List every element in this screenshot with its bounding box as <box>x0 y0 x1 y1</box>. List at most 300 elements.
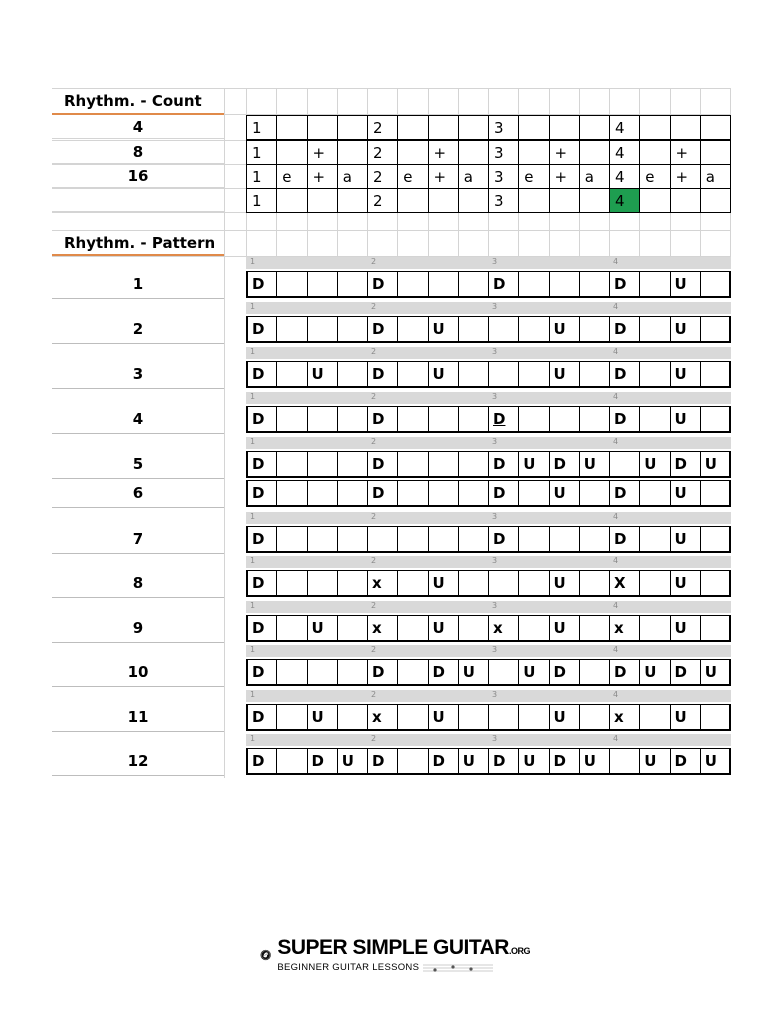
strum-cell: U <box>670 570 701 597</box>
strum-cell: U <box>518 451 549 478</box>
beat-marker: 4 <box>613 392 619 401</box>
beat-marker: 4 <box>613 347 619 356</box>
strum-cell <box>337 659 368 686</box>
strum-cell: U <box>670 271 701 298</box>
strum-cell: U <box>670 361 701 388</box>
strum-cell: D <box>428 659 459 686</box>
strum-cell: D <box>246 748 277 775</box>
strum-cell: D <box>246 659 277 686</box>
strum-cell <box>518 271 549 298</box>
beat-marker: 1 <box>250 347 256 356</box>
strum-cell <box>579 271 610 298</box>
strum-cell <box>337 451 368 478</box>
strum-cell: D <box>549 659 580 686</box>
pattern-row-label: 8 <box>52 568 224 598</box>
strum-cell <box>397 271 428 298</box>
strum-cell: U <box>428 704 459 731</box>
strum-cell <box>276 526 307 553</box>
count-cell <box>700 188 731 213</box>
strum-cell <box>549 406 580 433</box>
beat-marker-band <box>246 437 731 449</box>
strum-cell <box>307 406 338 433</box>
pattern-row-label: 4 <box>52 404 224 434</box>
count-cell <box>518 188 549 213</box>
strum-cell <box>276 615 307 642</box>
count-cell: + <box>307 140 338 165</box>
strum-cell <box>337 271 368 298</box>
pattern-row-label: 9 <box>52 613 224 643</box>
logo <box>260 932 530 978</box>
beat-marker: 4 <box>613 601 619 610</box>
strum-cell: D <box>367 748 398 775</box>
strum-cell <box>307 451 338 478</box>
strum-cell: U <box>307 704 338 731</box>
beat-marker-band <box>246 645 731 657</box>
strum-cell <box>639 526 670 553</box>
strum-cell <box>276 361 307 388</box>
beat-marker: 3 <box>492 257 498 266</box>
strum-cell <box>579 361 610 388</box>
sheet-gridline <box>224 88 225 778</box>
strum-cell: U <box>307 615 338 642</box>
count-cell: + <box>670 140 701 165</box>
strum-cell: U <box>670 615 701 642</box>
strum-cell <box>458 316 489 343</box>
strum-cell: D <box>367 451 398 478</box>
count-cell: a <box>337 164 368 189</box>
strum-cell <box>307 526 338 553</box>
strum-cell <box>337 570 368 597</box>
strum-cell <box>458 526 489 553</box>
strum-cell <box>579 480 610 507</box>
strum-cell <box>700 361 731 388</box>
beat-marker-band <box>246 257 731 269</box>
strum-cell <box>428 526 459 553</box>
strum-cell <box>488 659 519 686</box>
strum-cell <box>397 406 428 433</box>
count-row-label: 16 <box>52 164 224 188</box>
count-cell: + <box>428 140 459 165</box>
count-cell <box>307 115 338 140</box>
strum-cell: D <box>609 316 640 343</box>
strum-cell <box>549 271 580 298</box>
strum-cell: D <box>670 659 701 686</box>
beat-marker: 1 <box>250 690 256 699</box>
count-cell <box>307 188 338 213</box>
strum-cell <box>579 316 610 343</box>
strum-cell: U <box>458 659 489 686</box>
strum-cell <box>518 316 549 343</box>
strum-cell <box>639 570 670 597</box>
strum-cell: U <box>428 361 459 388</box>
count-cell: 2 <box>367 115 398 140</box>
strum-cell <box>458 451 489 478</box>
strum-cell: D <box>609 526 640 553</box>
beat-marker-band <box>246 601 731 613</box>
count-cell <box>549 115 580 140</box>
pattern-row-label: 5 <box>52 449 224 479</box>
beat-marker: 4 <box>613 512 619 521</box>
strum-cell <box>518 615 549 642</box>
beat-marker: 3 <box>492 645 498 654</box>
count-cell: 2 <box>367 188 398 213</box>
beat-marker-band <box>246 512 731 524</box>
count-cell <box>579 188 610 213</box>
count-cell <box>458 115 489 140</box>
strum-cell <box>276 451 307 478</box>
beat-marker: 2 <box>371 556 377 565</box>
strum-cell <box>337 704 368 731</box>
strum-cell <box>337 406 368 433</box>
strum-cell <box>397 615 428 642</box>
count-row-label <box>52 188 224 212</box>
strum-cell: D <box>246 271 277 298</box>
strum-cell <box>458 361 489 388</box>
strum-cell <box>700 570 731 597</box>
guitar-hand-logo-icon <box>260 933 271 977</box>
beat-marker: 4 <box>613 302 619 311</box>
strum-cell: U <box>670 316 701 343</box>
strum-cell: U <box>549 361 580 388</box>
strum-cell <box>579 406 610 433</box>
strum-cell <box>367 526 398 553</box>
strum-cell: U <box>428 316 459 343</box>
strum-cell <box>609 748 640 775</box>
strum-cell <box>397 361 428 388</box>
strum-cell <box>458 406 489 433</box>
strum-cell <box>276 316 307 343</box>
strum-cell: U <box>700 451 731 478</box>
beat-marker: 1 <box>250 257 256 266</box>
strum-cell: U <box>549 615 580 642</box>
strum-cell: D <box>670 451 701 478</box>
beat-marker: 1 <box>250 734 256 743</box>
strum-cell <box>700 615 731 642</box>
strum-cell <box>276 748 307 775</box>
strum-cell <box>700 704 731 731</box>
count-cell <box>700 115 731 140</box>
pattern-row-label: 2 <box>52 314 224 344</box>
strum-cell <box>700 526 731 553</box>
count-cell <box>549 188 580 213</box>
strum-cell: D <box>549 451 580 478</box>
strum-cell <box>549 526 580 553</box>
strum-cell <box>428 406 459 433</box>
strum-cell <box>307 480 338 507</box>
beat-marker: 2 <box>371 512 377 521</box>
beat-marker: 3 <box>492 302 498 311</box>
strum-cell: U <box>518 659 549 686</box>
strum-cell: U <box>337 748 368 775</box>
beat-marker-band <box>246 690 731 702</box>
logo-title: SUPER SIMPLE GUITAR <box>277 935 509 959</box>
strum-cell <box>397 451 428 478</box>
beat-marker: 1 <box>250 512 256 521</box>
strum-cell <box>700 316 731 343</box>
strum-cell <box>276 570 307 597</box>
strum-cell: D <box>246 570 277 597</box>
strum-cell: U <box>639 451 670 478</box>
strum-cell <box>458 704 489 731</box>
beat-marker: 1 <box>250 601 256 610</box>
count-cell <box>337 140 368 165</box>
strum-cell <box>428 451 459 478</box>
beat-marker: 2 <box>371 302 377 311</box>
strum-cell <box>579 570 610 597</box>
strum-cell <box>428 480 459 507</box>
strum-cell: D <box>670 748 701 775</box>
count-cell: 1 <box>246 164 277 189</box>
strum-cell <box>579 615 610 642</box>
beat-marker: 3 <box>492 556 498 565</box>
music-staff-icon <box>423 962 493 974</box>
strum-cell: D <box>367 406 398 433</box>
count-cell <box>579 140 610 165</box>
strum-cell <box>397 316 428 343</box>
strum-cell: D <box>367 316 398 343</box>
count-cell <box>518 140 549 165</box>
strum-cell: D <box>246 704 277 731</box>
strum-cell <box>397 659 428 686</box>
strum-cell <box>579 704 610 731</box>
beat-marker: 1 <box>250 556 256 565</box>
strum-cell: D <box>488 526 519 553</box>
strum-cell: U <box>700 659 731 686</box>
strum-cell: D <box>246 316 277 343</box>
count-cell: 1 <box>246 188 277 213</box>
beat-marker: 4 <box>613 645 619 654</box>
strum-cell: D <box>609 659 640 686</box>
count-cell: 1 <box>246 140 277 165</box>
count-cell <box>639 115 670 140</box>
strum-cell <box>639 615 670 642</box>
strum-cell <box>518 361 549 388</box>
strum-cell <box>518 570 549 597</box>
strum-cell: D <box>367 361 398 388</box>
strum-cell: U <box>700 748 731 775</box>
strum-cell <box>458 570 489 597</box>
strum-cell <box>397 570 428 597</box>
strum-cell <box>397 704 428 731</box>
strum-cell: D <box>246 406 277 433</box>
count-section-header: Rhythm. - Count <box>64 92 202 110</box>
strum-cell <box>639 271 670 298</box>
beat-marker: 1 <box>250 645 256 654</box>
count-cell: a <box>458 164 489 189</box>
beat-marker: 2 <box>371 601 377 610</box>
strum-cell: D <box>549 748 580 775</box>
strum-cell <box>518 704 549 731</box>
count-cell: 2 <box>367 164 398 189</box>
pattern-section-header: Rhythm. - Pattern <box>64 234 216 252</box>
strum-cell <box>458 271 489 298</box>
strum-cell: D <box>307 748 338 775</box>
beat-marker: 3 <box>492 601 498 610</box>
strum-cell: D <box>367 659 398 686</box>
count-cell <box>700 140 731 165</box>
beat-marker: 2 <box>371 257 377 266</box>
strum-cell: U <box>458 748 489 775</box>
count-cell <box>397 188 428 213</box>
strum-cell <box>700 271 731 298</box>
count-cell: 1 <box>246 115 277 140</box>
strum-cell: x <box>367 615 398 642</box>
header-underline <box>52 254 224 256</box>
beat-marker: 3 <box>492 734 498 743</box>
strum-cell <box>458 615 489 642</box>
strum-cell: U <box>428 570 459 597</box>
strum-cell <box>700 406 731 433</box>
pattern-row-label: 11 <box>52 702 224 732</box>
strum-cell <box>337 526 368 553</box>
beat-marker: 4 <box>613 437 619 446</box>
strum-cell <box>397 748 428 775</box>
count-cell: 4 <box>609 164 640 189</box>
strum-cell <box>337 615 368 642</box>
count-cell: + <box>670 164 701 189</box>
strum-cell: x <box>609 615 640 642</box>
strum-cell: x <box>367 704 398 731</box>
count-cell: 3 <box>488 164 519 189</box>
strum-cell: U <box>670 406 701 433</box>
beat-marker: 1 <box>250 437 256 446</box>
strum-cell <box>337 316 368 343</box>
count-cell: e <box>397 164 428 189</box>
strum-cell: D <box>246 615 277 642</box>
beat-marker: 1 <box>250 302 256 311</box>
count-cell: + <box>428 164 459 189</box>
count-cell: a <box>579 164 610 189</box>
strum-cell: U <box>518 748 549 775</box>
count-cell: e <box>639 164 670 189</box>
strum-cell: D <box>609 271 640 298</box>
strum-cell <box>579 526 610 553</box>
beat-marker: 4 <box>613 690 619 699</box>
beat-marker-band <box>246 392 731 404</box>
strum-cell: D <box>246 451 277 478</box>
strum-cell <box>276 406 307 433</box>
strum-cell: D <box>246 480 277 507</box>
strum-cell <box>488 316 519 343</box>
beat-marker: 3 <box>492 437 498 446</box>
strum-cell: D <box>246 361 277 388</box>
count-cell <box>276 115 307 140</box>
strum-cell <box>639 480 670 507</box>
strum-cell <box>307 659 338 686</box>
count-cell: 4 <box>609 115 640 140</box>
count-cell <box>639 188 670 213</box>
strum-cell: D <box>428 748 459 775</box>
strum-cell: U <box>428 615 459 642</box>
strum-cell: D <box>246 526 277 553</box>
count-cell: 3 <box>488 115 519 140</box>
strum-cell: U <box>639 748 670 775</box>
beat-marker-band <box>246 734 731 746</box>
strum-cell <box>639 704 670 731</box>
strum-cell: U <box>579 451 610 478</box>
strum-cell <box>276 704 307 731</box>
logo-suffix: .ORG <box>508 945 530 956</box>
beat-marker: 2 <box>371 392 377 401</box>
strum-cell <box>276 659 307 686</box>
pattern-row-label: 1 <box>52 269 224 299</box>
strum-cell <box>488 361 519 388</box>
count-cell <box>670 115 701 140</box>
strum-cell: D <box>488 480 519 507</box>
highlighted-beat-cell: 4 <box>609 188 640 213</box>
beat-marker: 2 <box>371 734 377 743</box>
strum-cell: x <box>488 615 519 642</box>
strum-cell <box>276 480 307 507</box>
beat-marker: 2 <box>371 690 377 699</box>
sheet-gridline <box>52 230 730 231</box>
pattern-row-label: 6 <box>52 478 224 508</box>
strum-cell: D <box>609 361 640 388</box>
beat-marker-band <box>246 302 731 314</box>
count-cell <box>458 140 489 165</box>
strum-cell <box>518 406 549 433</box>
count-cell: a <box>700 164 731 189</box>
beat-marker: 4 <box>613 556 619 565</box>
strum-cell <box>307 316 338 343</box>
strum-cell <box>700 480 731 507</box>
count-cell <box>276 188 307 213</box>
beat-marker: 4 <box>613 734 619 743</box>
strum-cell: U <box>307 361 338 388</box>
beat-marker: 2 <box>371 437 377 446</box>
beat-marker: 2 <box>371 645 377 654</box>
count-cell: + <box>549 164 580 189</box>
strum-cell <box>337 480 368 507</box>
count-cell <box>337 188 368 213</box>
strum-cell: X <box>609 570 640 597</box>
strum-cell: x <box>609 704 640 731</box>
strum-cell: U <box>549 570 580 597</box>
strum-cell <box>488 704 519 731</box>
pattern-row-label: 10 <box>52 657 224 687</box>
strum-cell <box>518 480 549 507</box>
strum-cell <box>639 406 670 433</box>
strum-cell: D <box>609 480 640 507</box>
pattern-row-label: 3 <box>52 359 224 389</box>
count-cell <box>428 188 459 213</box>
pattern-row-label: 12 <box>52 746 224 776</box>
count-cell: e <box>518 164 549 189</box>
strum-cell: U <box>670 480 701 507</box>
pattern-row-label: 7 <box>52 524 224 554</box>
strum-cell <box>307 271 338 298</box>
strum-cell: D <box>488 451 519 478</box>
count-cell: 3 <box>488 188 519 213</box>
count-cell: e <box>276 164 307 189</box>
strum-cell: U <box>549 480 580 507</box>
beat-marker: 3 <box>492 392 498 401</box>
beat-marker-band <box>246 347 731 359</box>
strum-cell: D <box>367 271 398 298</box>
strum-cell <box>639 316 670 343</box>
strum-cell: D <box>488 748 519 775</box>
count-cell: + <box>549 140 580 165</box>
strum-cell <box>579 659 610 686</box>
strum-cell: U <box>670 526 701 553</box>
strum-cell: D <box>488 271 519 298</box>
beat-marker: 3 <box>492 690 498 699</box>
strum-cell: D <box>367 480 398 507</box>
count-cell <box>670 188 701 213</box>
strum-cell: U <box>670 704 701 731</box>
count-cell <box>518 115 549 140</box>
strum-cell <box>337 361 368 388</box>
